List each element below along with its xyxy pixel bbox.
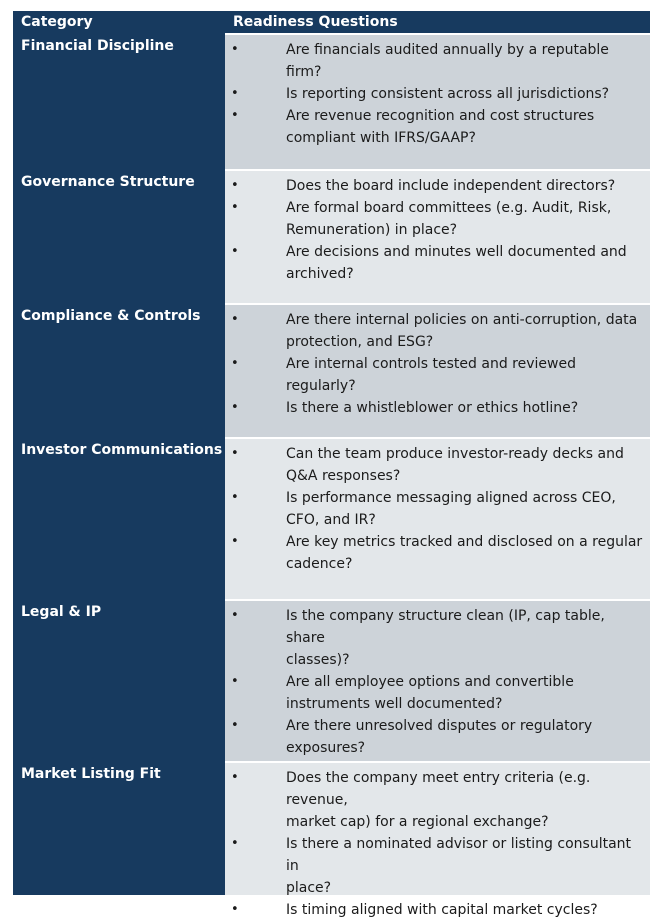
question-line: Are financials audited annually by a reputable firm? bbox=[286, 42, 609, 80]
question-item bbox=[225, 105, 650, 149]
question-item bbox=[225, 833, 650, 899]
bullet-icon: • bbox=[231, 244, 239, 259]
header-category: Category bbox=[21, 14, 93, 30]
category-cell: Financial Discipline bbox=[13, 33, 225, 169]
questions-cell bbox=[225, 599, 650, 761]
question-item bbox=[225, 899, 650, 921]
question-line: Does the board include independent directors? bbox=[286, 178, 616, 194]
bullet-icon: • bbox=[231, 178, 239, 193]
question-item bbox=[225, 487, 650, 531]
question-line: Are key metrics tracked and disclosed on a regular bbox=[286, 534, 643, 550]
question-line: market cap) for a regional exchange? bbox=[286, 814, 549, 830]
questions-cell bbox=[225, 169, 650, 303]
bullet-icon: • bbox=[231, 718, 239, 733]
bullet-icon: • bbox=[231, 902, 239, 917]
question-line: place? bbox=[286, 880, 332, 896]
question-item bbox=[225, 309, 650, 353]
table-row bbox=[13, 761, 650, 918]
question-line: Are decisions and minutes well documented and bbox=[286, 244, 627, 260]
question-line: Are there internal policies on anti-corruption, data bbox=[286, 312, 638, 328]
question-line: Is there a nominated advisor or listing consultant in bbox=[286, 836, 632, 874]
question-item bbox=[225, 175, 650, 197]
bullet-icon: • bbox=[231, 312, 239, 327]
bullet-icon: • bbox=[231, 200, 239, 215]
bullet-icon: • bbox=[231, 42, 239, 57]
question-line: cadence? bbox=[286, 556, 353, 572]
question-line: exposures? bbox=[286, 740, 366, 756]
bullet-icon: • bbox=[231, 400, 239, 415]
questions-cell bbox=[225, 761, 650, 918]
question-line: compliant with IFRS/GAAP? bbox=[286, 130, 476, 146]
question-line: instruments well documented? bbox=[286, 696, 503, 712]
bullet-icon: • bbox=[231, 770, 239, 785]
bullet-icon: • bbox=[231, 608, 239, 623]
question-line: Are there unresolved disputes or regulatory bbox=[286, 718, 593, 734]
bullet-icon: • bbox=[231, 490, 239, 505]
header-questions: Readiness Questions bbox=[233, 14, 398, 30]
question-line: archived? bbox=[286, 266, 354, 282]
bullet-icon: • bbox=[231, 836, 239, 851]
question-item bbox=[225, 397, 650, 419]
category-cell: Compliance & Controls bbox=[13, 303, 225, 437]
question-line: Are all employee options and convertible bbox=[286, 674, 574, 690]
question-line: CFO, and IR? bbox=[286, 512, 376, 528]
table-body bbox=[13, 33, 650, 918]
question-line: Is performance messaging aligned across CEO, bbox=[286, 490, 616, 506]
question-item bbox=[225, 353, 650, 397]
bullet-icon: • bbox=[231, 674, 239, 689]
question-line: Is there a whistleblower or ethics hotline? bbox=[286, 400, 579, 416]
question-item bbox=[225, 715, 650, 759]
question-line: Does the company meet entry criteria (e.g. revenue, bbox=[286, 770, 591, 808]
question-line: Remuneration) in place? bbox=[286, 222, 458, 238]
table-row bbox=[13, 33, 650, 169]
question-item bbox=[225, 443, 650, 487]
question-item bbox=[225, 605, 650, 671]
question-line: Q&A responses? bbox=[286, 468, 401, 484]
question-item bbox=[225, 39, 650, 83]
category-cell: Governance Structure bbox=[13, 169, 225, 303]
table-row bbox=[13, 437, 650, 599]
bullet-icon: • bbox=[231, 446, 239, 461]
question-item bbox=[225, 197, 650, 241]
question-line: Can the team produce investor-ready decks and bbox=[286, 446, 624, 462]
question-line: Are formal board committees (e.g. Audit, Risk, bbox=[286, 200, 612, 216]
question-line: classes)? bbox=[286, 652, 350, 668]
questions-cell bbox=[225, 303, 650, 437]
question-item bbox=[225, 83, 650, 105]
question-line: Are revenue recognition and cost structures bbox=[286, 108, 595, 124]
category-cell: Market Listing Fit bbox=[13, 761, 225, 895]
bullet-icon: • bbox=[231, 86, 239, 101]
question-item bbox=[225, 767, 650, 833]
bullet-icon: • bbox=[231, 534, 239, 549]
table-header bbox=[13, 11, 650, 33]
question-item bbox=[225, 671, 650, 715]
bullet-icon: • bbox=[231, 356, 239, 371]
bullet-icon: • bbox=[231, 108, 239, 123]
table-row bbox=[13, 303, 650, 437]
category-cell: Legal & IP bbox=[13, 599, 225, 761]
question-line: Are internal controls tested and reviewed regularly? bbox=[286, 356, 576, 394]
question-item bbox=[225, 241, 650, 285]
question-line: Is timing aligned with capital market cycles? bbox=[286, 902, 598, 918]
questions-cell bbox=[225, 437, 650, 599]
category-cell: Investor Communications bbox=[13, 437, 225, 599]
question-line: Is reporting consistent across all jurisdictions? bbox=[286, 86, 610, 102]
question-line: Is the company structure clean (IP, cap table, share bbox=[286, 608, 605, 646]
question-line: protection, and ESG? bbox=[286, 334, 434, 350]
question-item bbox=[225, 531, 650, 575]
table-row bbox=[13, 599, 650, 761]
questions-cell bbox=[225, 33, 650, 169]
table-row bbox=[13, 169, 650, 303]
readiness-table bbox=[13, 11, 650, 918]
